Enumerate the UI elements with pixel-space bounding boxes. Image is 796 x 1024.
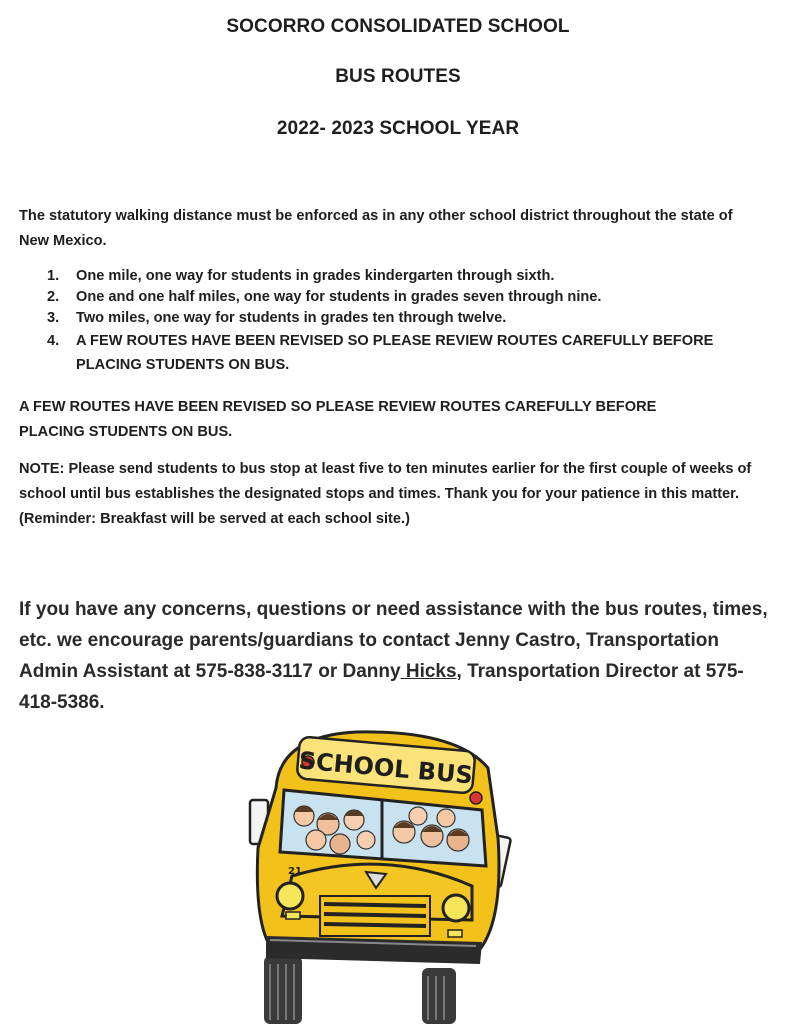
contact-text-end: Transportation Director at 575-418-5386.: [19, 661, 744, 713]
list-item-text: One and one half miles, one way for students in grades seven through nine.: [76, 289, 602, 305]
note-paragraph: NOTE: Please send students to bus stop at least five to ten minutes earlier for the first couple of weeks of school until bus establishes the designated stops and times. Thank you for your patience in this matter. (Reminder: Breakfast will be served at each school site.): [19, 461, 752, 527]
walking-distance-intro: The statutory walking distance must be enforced as in any other school district throughout the state of New Mexico.: [19, 208, 733, 249]
list-item-text: A FEW ROUTES HAVE BEEN REVISED SO PLEASE REVIEW ROUTES CAREFULLY BEFORE PLACING STUDENTS ON BUS.: [76, 333, 714, 373]
list-item-number: 3.: [47, 310, 60, 326]
list-item-text: One mile, one way for students in grades kindergarten through sixth.: [76, 268, 555, 284]
list-item-text: Two miles, one way for students in grades ten through twelve.: [76, 310, 507, 326]
list-item-number: 1.: [47, 268, 60, 284]
school-name-heading: SOCORRO CONSOLIDATED SCHOOL: [226, 16, 570, 37]
contact-paragraph: [19, 594, 779, 718]
school-bus-illustration: [236, 728, 526, 1024]
school-year-heading: 2022- 2023 SCHOOL YEAR: [276, 118, 520, 139]
bus-sign-text: SCHOOL BUS: [297, 746, 474, 790]
contact-underlined-name: Hicks,: [400, 661, 462, 682]
bus-number: 21: [288, 866, 302, 877]
list-item: [47, 266, 767, 287]
list-item: [47, 308, 767, 329]
list-item-number: 4.: [47, 333, 60, 349]
bus-routes-heading: BUS ROUTES: [335, 66, 461, 87]
contact-text: If you have any concerns, questions or need assistance with the bus routes, times, etc. we encourage parents/guardians to contact Jenny Castro, Transportation Admin Assistant at 575-838-3117 or Danny: [19, 599, 768, 682]
walking-distance-list: [47, 266, 767, 377]
list-item: [47, 329, 767, 377]
routes-revised-notice: A FEW ROUTES HAVE BEEN REVISED SO PLEASE REVIEW ROUTES CAREFULLY BEFORE PLACING STUDENTS ON BUS.: [19, 399, 657, 440]
list-item: [47, 287, 767, 308]
list-item-number: 2.: [47, 289, 60, 305]
